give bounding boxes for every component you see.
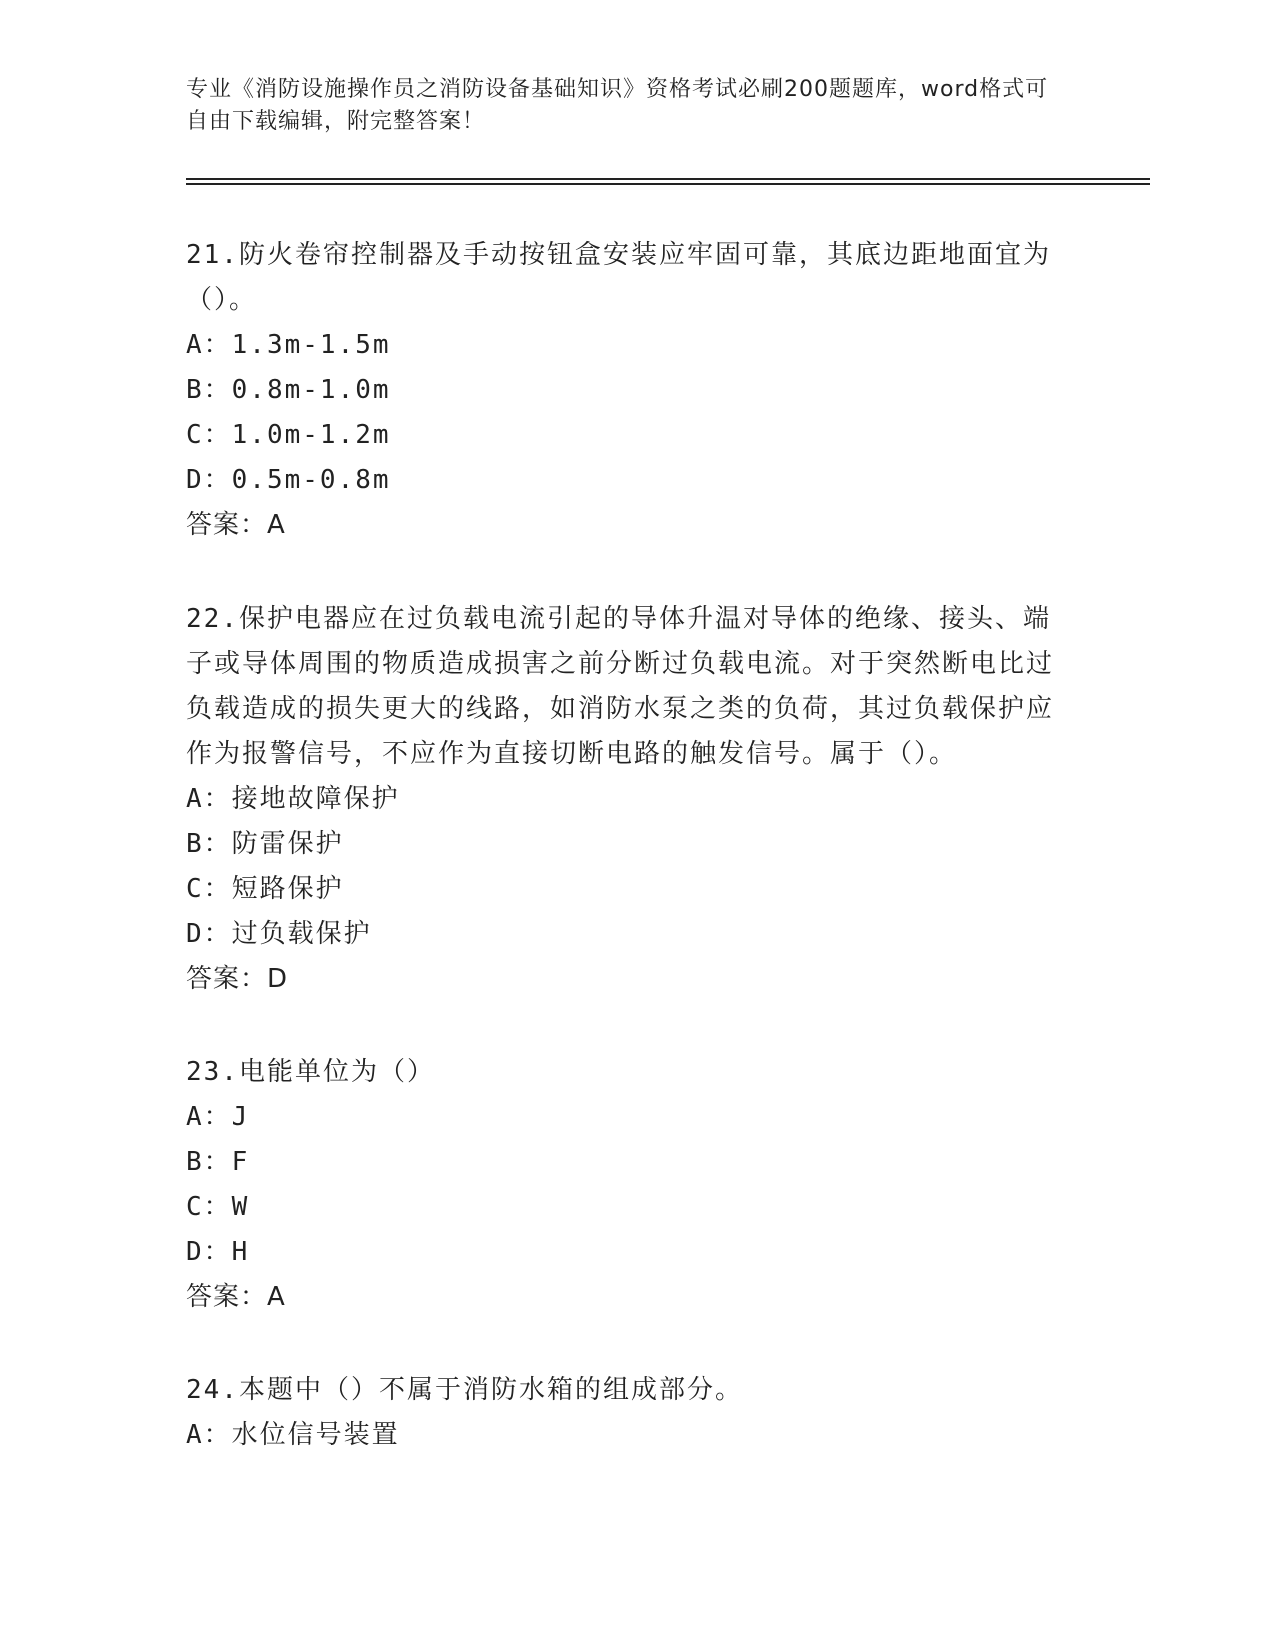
option-c: C：短路保护 (186, 874, 344, 904)
answer-line: 答案：D (186, 964, 289, 994)
document-header: 专业《消防设施操作员之消防设备基础知识》资格考试必刷200题题库，word格式可自由下载编辑，附完整答案！ (186, 77, 1049, 134)
option-a: A：水位信号装置 (186, 1420, 400, 1450)
question-stem: 24.本题中（）不属于消防水箱的组成部分。 (186, 1375, 743, 1405)
question-stem: 22.保护电器应在过负载电流引起的导体升温对导体的绝缘、接头、端子或导体周围的物质造成损害之前分断过负载电流。对于突然断电比过负载造成的损失更大的线路，如消防水泵之类的负荷，其过负载保护应作为报警信号，不应作为直接切断电路的触发信号。属于（）。 (186, 604, 1055, 769)
option-b: B：防雷保护 (186, 829, 344, 859)
option-a: A：1.3m-1.5m (186, 330, 391, 360)
answer-line: 答案：A (186, 510, 286, 540)
option-d: D：0.5m-0.8m (186, 465, 391, 495)
option-a: A：接地故障保护 (186, 784, 400, 814)
question-stem: 23.电能单位为（） (186, 1057, 435, 1087)
question-23 (186, 1050, 1066, 1320)
option-b: B：0.8m-1.0m (186, 375, 391, 405)
option-c: C：1.0m-1.2m (186, 420, 391, 450)
question-22 (186, 597, 1066, 1002)
answer-line: 答案：A (186, 1282, 286, 1312)
option-d: D：H (186, 1237, 250, 1267)
option-c: C：W (186, 1192, 250, 1222)
option-a: A：J (186, 1102, 250, 1132)
question-24 (186, 1368, 1066, 1458)
question-21 (186, 233, 1066, 548)
header-rule-bottom (186, 183, 1150, 185)
question-stem: 21.防火卷帘控制器及手动按钮盒安装应牢固可靠，其底边距地面宜为（）。 (186, 240, 1051, 315)
option-d: D：过负载保护 (186, 919, 372, 949)
option-b: B：F (186, 1147, 250, 1177)
header-rule-top (186, 178, 1150, 180)
